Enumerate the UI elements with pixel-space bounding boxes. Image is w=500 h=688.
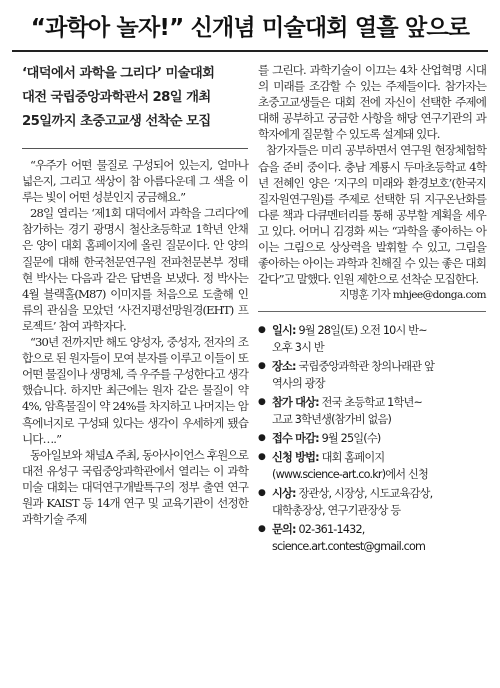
- info-separator: [258, 311, 486, 312]
- info-item-eligibility: [258, 394, 486, 428]
- info-value: 고교 3학년생(참가비 없음): [272, 413, 392, 427]
- website-link[interactable]: (www.science-art.co.kr)에서 신청: [272, 468, 429, 482]
- subhead-3: 25일까지 초중고교생 선착순 모집: [22, 114, 211, 129]
- bullet-icon: ●: [258, 361, 266, 372]
- info-item-deadline: [258, 430, 486, 447]
- paragraph-participants: 참가자들은 미리 공부하면서 연구원 현장체험학습을 준비 중이다. 충남 계룡시 두마초등학교 4학년 전혜인 양은 ‘지구의 미래와 환경보호’(한국지질자원연구원)를 주제로 선택한 뒤 지구온난화를 다룬 책과 다큐멘터리를 통해 공부할 계획을 세우고 있다. 어머니 김경화 씨는 “과학을 좋아하는 아이는 그림으로 상상력을 발휘할 수 있고, 그림을 좋아하는 아이는 과학과 친해질 수 있는 좋은 대회 같다”고 말했다. 인원 제한으로 선착순 모집한다.: [258, 143, 486, 287]
- info-label: 접수 마감:: [272, 432, 319, 446]
- info-value: 전국 초등학교 1학년~: [321, 396, 423, 410]
- paragraph-answer: “30년 전까지만 해도 양성자, 중성자, 전자의 조합으로 된 원자들이 모여 분자를 이루고 이들이 또 어떤 물질이나 생명체, 즉 우주를 구성한다고 생각했습니다. 하지만 최근에는 원자 같은 물질이 약 4%, 암흑물질이 약 24%를 차지하고 나머지는 암흑에너지로 구성돼 있다는 생각이 우세하게 됐습니다….”: [22, 335, 248, 446]
- info-value: 대학총장상, 연구기관장상 등: [272, 504, 401, 518]
- info-label: 신청 방법:: [272, 451, 319, 465]
- info-value: 대회 홈페이지: [321, 451, 385, 465]
- byline: 지명훈 기자 mhjee@donga.com: [339, 289, 486, 302]
- info-value: 장관상, 시장상, 시도교육감상,: [298, 487, 433, 501]
- headline-rule: [12, 50, 488, 52]
- info-value: 국립중앙과학관 창의나래관 앞: [298, 360, 435, 374]
- info-item-application: [258, 449, 486, 483]
- headline: “과학아 놀자!” 신개념 미술대회 열흘 앞으로: [30, 15, 470, 41]
- bullet-icon: ●: [258, 397, 266, 408]
- info-value: 역사의 광장: [272, 377, 325, 391]
- paragraph-intro: 28일 열리는 ‘제1회 대덕에서 과학을 그리다’에 참가하는 경기 광명시 철산초등학교 1학년 안채은 양이 대회 홈페이지에 올린 질문이다. 안 양의 질문에 대해 한국천문연구원 전파천문본부 정태현 박사는 다음과 같은 답변을 보냈다. 정 박사는 4월 블랙홀(M87) 이미지를 처음으로 도출해 인류의 관심을 모았던 ‘사건지평선망원경(EHT) 프로젝트’ 참여 과학자다.: [22, 206, 248, 333]
- phone-number: 02-361-1432,: [298, 523, 365, 537]
- right-article-body: [258, 62, 486, 287]
- info-item-venue: [258, 358, 486, 392]
- info-value: 9월 25일(수): [321, 432, 381, 446]
- bullet-icon: ●: [258, 524, 266, 535]
- bullet-icon: ●: [258, 433, 266, 444]
- left-column: [22, 62, 248, 527]
- right-column: [258, 62, 486, 557]
- info-label: 시상:: [272, 487, 296, 501]
- bullet-icon: ●: [258, 488, 266, 499]
- subhead-2: 대전 국립중앙과학관서 28일 개최: [22, 90, 211, 105]
- email-link[interactable]: science.art.contest@gmail.com: [272, 540, 426, 554]
- left-article-body: [22, 148, 248, 527]
- event-info-box: [258, 322, 486, 555]
- info-label: 문의:: [272, 523, 296, 537]
- bullet-icon: ●: [258, 452, 266, 463]
- info-item-awards: [258, 485, 486, 519]
- subhead-1: ‘대덕에서 과학을 그리다’ 미술대회: [22, 66, 215, 81]
- info-label: 참가 대상:: [272, 396, 319, 410]
- info-label: 일시:: [272, 324, 296, 338]
- paragraph-continued: 를 그린다. 과학기술이 이끄는 4차 산업혁명 시대의 미래를 조감할 수 있는 주제들이다. 참가자는 초중고교생들은 대회 전에 자신이 선택한 주제에 대해 공부하고 궁금한 사항을 해당 연구기관의 과학자에게 질문할 수 있도록 설계돼 있다.: [258, 63, 486, 142]
- info-value: 오후 3시 반: [272, 341, 324, 355]
- bullet-icon: ●: [258, 325, 266, 336]
- info-label: 장소:: [272, 360, 296, 374]
- paragraph-event: 동아일보와 채널A 주최, 동아사이언스 후원으로 대전 유성구 국립중앙과학관에서 열리는 이 과학미술 대회는 대덕연구개발특구의 정부 출연 연구원과 KAIST 등 14개 연구 및 교육기관이 선정한 과학기술 주제: [22, 447, 248, 527]
- info-value: 9월 28일(토) 오전 10시 반~: [298, 324, 427, 338]
- paragraph-quote: “우주가 어떤 물질로 구성되어 있는지, 얼마나 넓은지, 그리고 색상이 참 아름다운데 그 색을 이루는 빛이 어떤 성분인지 궁금해요.”: [22, 158, 248, 205]
- info-item-contact: [258, 521, 486, 555]
- info-item-date: [258, 322, 486, 356]
